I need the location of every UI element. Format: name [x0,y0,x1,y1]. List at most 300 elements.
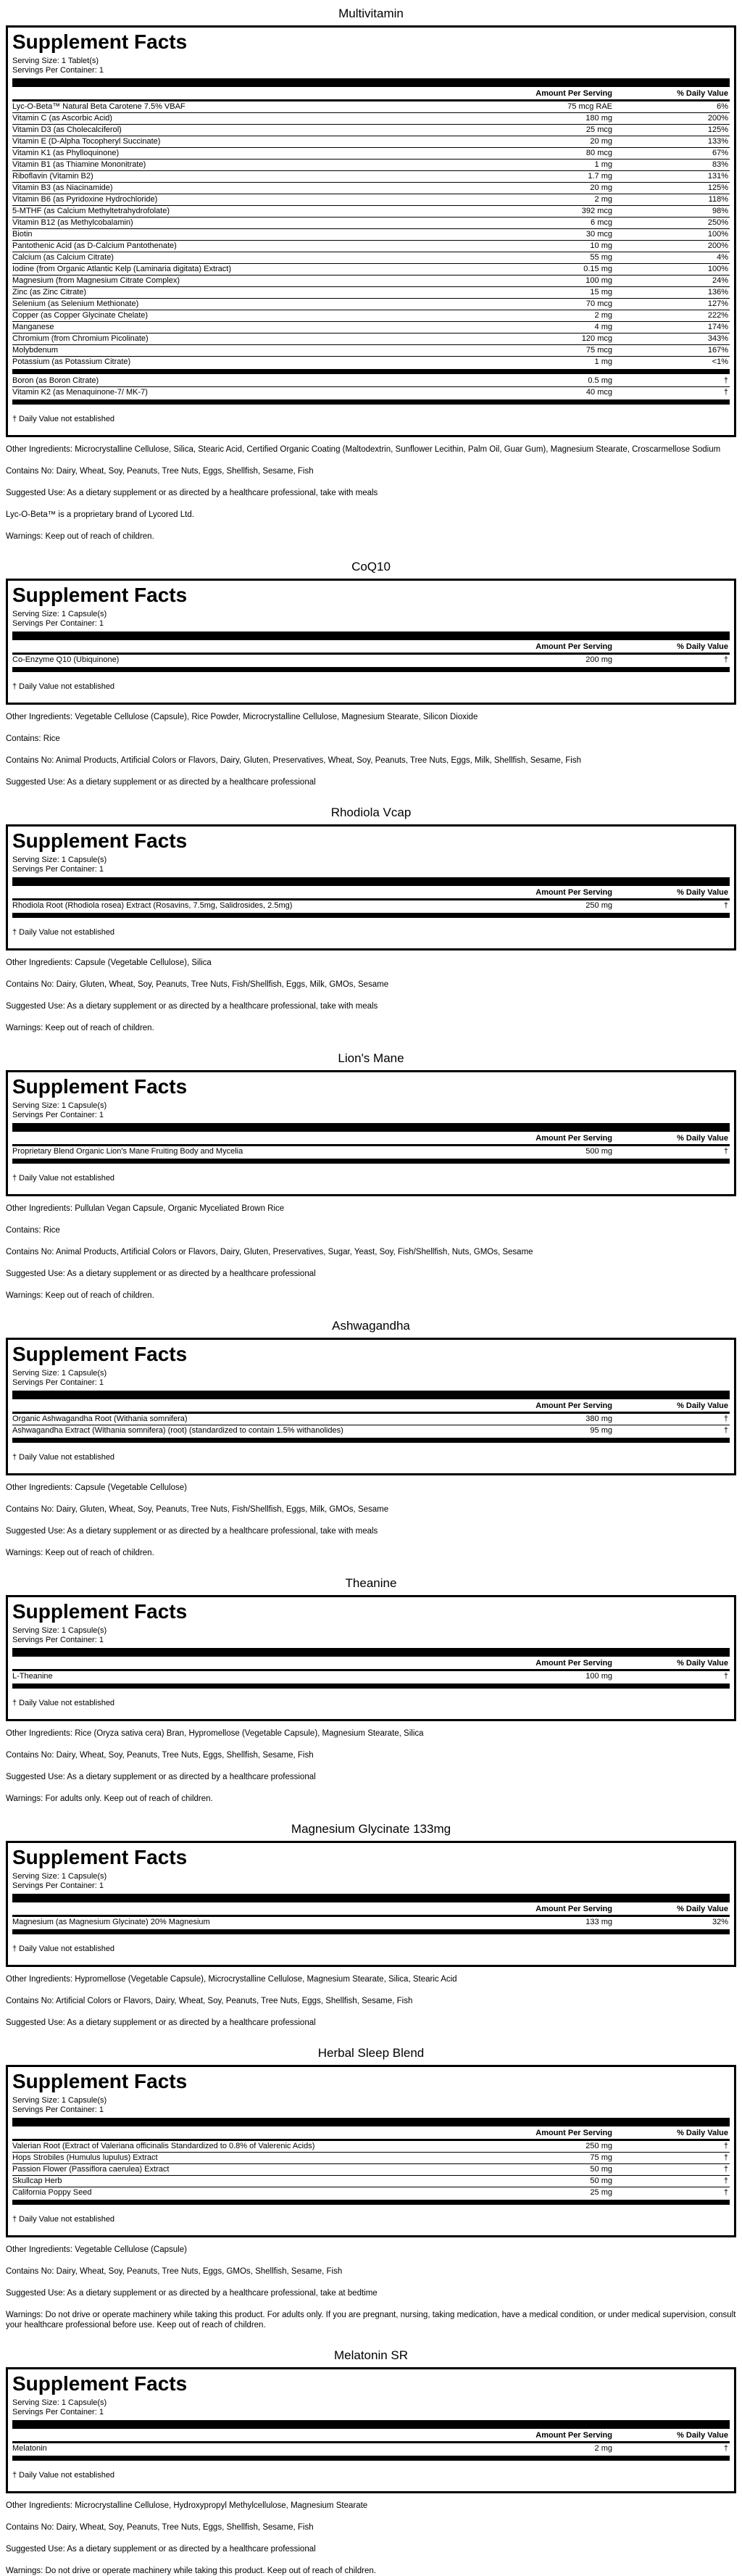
daily-value-footnote: † Daily Value not established [12,928,115,937]
nutrient-row [12,160,730,171]
nutrient-name: Vitamin B12 (as Methylcobalamin) [12,218,133,227]
nutrient-amount: 120 mcg [581,334,612,343]
label-note: Contains: Rice [6,734,60,743]
nutrient-amount: 1 mg [594,160,612,169]
servings-per-container: Servings Per Container: 1 [12,1378,104,1387]
nutrient-name: Melatonin [12,2444,47,2453]
panel-title: Supplement Facts [12,2372,188,2395]
nutrient-row [12,264,730,276]
product-section [0,2039,742,2330]
table-header [12,1904,730,1917]
nutrient-name: Proprietary Blend Organic Lion's Mane Fruiting Body and Mycelia [12,1147,243,1156]
nutrient-daily-value: † [723,376,728,385]
nutrient-daily-value: † [723,1147,728,1156]
amount-header: Amount Per Serving [535,888,612,897]
nutrient-amount: 25 mg [590,2188,612,2197]
nutrient-daily-value: 100% [707,230,728,239]
daily-value-header: % Daily Value [677,642,728,651]
nutrient-daily-value: 98% [712,207,728,215]
nutrient-row [12,2443,730,2454]
nutrient-amount: 4 mg [594,323,612,331]
nutrient-amount: 133 mg [585,1918,612,1926]
daily-value-footnote: † Daily Value not established [12,1945,115,1953]
nutrient-row [12,241,730,252]
label-note: Suggested Use: As a dietary supplement or as directed by a healthcare professional [6,778,316,787]
nutrient-amount: 95 mg [590,1426,612,1435]
nutrient-daily-value: 125% [707,125,728,134]
label-note: Warnings: Keep out of reach of children. [6,1024,154,1032]
nutrient-daily-value: 127% [707,299,728,308]
servings-per-container: Servings Per Container: 1 [12,2408,104,2416]
nutrient-name: Vitamin D3 (as Cholecalciferol) [12,125,122,134]
product-title: Theanine [345,1576,397,1590]
header-spacer [12,1134,496,1143]
nutrient-name: Passion Flower (Passiflora caerulea) Extract [12,2165,170,2174]
servings-per-container: Servings Per Container: 1 [12,1636,104,1644]
nutrient-row [12,1414,730,1425]
daily-value-footnote: † Daily Value not established [12,2471,115,2480]
nutrient-daily-value: † [723,1426,728,1435]
product-title: Rhodiola Vcap [330,805,412,819]
panel-title: Supplement Facts [12,829,188,852]
nutrient-daily-value: 125% [707,183,728,192]
nutrient-amount: 25 mcg [585,125,612,134]
label-note: Other Ingredients: Hypromellose (Vegetable Capsule), Microcrystalline Cellulose, Magnesium Stearate, Silica, Stearic Acid [6,1975,457,1984]
supplement-facts-panel [6,1595,736,1721]
section-divider [12,1438,730,1443]
daily-value-footnote: † Daily Value not established [12,1453,115,1462]
section-divider [12,667,730,672]
panel-title: Supplement Facts [12,1075,188,1098]
nutrient-name: Magnesium (as Magnesium Glycinate) 20% Magnesium [12,1918,210,1926]
nutrient-daily-value: 6% [717,102,728,111]
nutrient-name: Magnesium (from Magnesium Citrate Complex) [12,276,180,285]
nutrient-amount: 0.15 mg [583,265,612,273]
nutrient-row [12,1146,730,1157]
label-note: Suggested Use: As a dietary supplement or as directed by a healthcare professional, take with meals [6,1527,378,1536]
nutrient-amount: 75 mcg RAE [567,102,612,111]
nutrient-amount: 1 mg [594,357,612,366]
panel-title: Supplement Facts [12,584,188,606]
nutrient-daily-value: † [723,2188,728,2197]
thick-divider [12,1648,730,1657]
nutrient-amount: 55 mg [590,253,612,262]
nutrient-name: Lyc-O-Beta™ Natural Beta Carotene 7.5% VBAF [12,102,186,111]
servings-per-container: Servings Per Container: 1 [12,1881,104,1890]
nutrient-name: Vitamin K1 (as Phylloquinone) [12,149,120,157]
servings-per-container: Servings Per Container: 1 [12,2105,104,2114]
nutrient-name: Vitamin B1 (as Thiamine Mononitrate) [12,160,146,169]
label-note: Other Ingredients: Microcrystalline Cellulose, Hydroxypropyl Methylcellulose, Magnesium Stearate [6,2501,368,2510]
nutrient-row [12,655,730,666]
nutrient-name: Iodine (from Organic Atlantic Kelp (Laminaria digitata) Extract) [12,265,232,273]
nutrient-row [12,287,730,299]
table-header [12,88,730,102]
label-note: Other Ingredients: Capsule (Vegetable Cellulose) [6,1483,187,1492]
nutrient-name: Calcium (as Calcium Citrate) [12,253,114,262]
label-note: Warnings: Keep out of reach of children. [6,1291,154,1300]
label-note: Suggested Use: As a dietary supplement or as directed by a healthcare professional, take with meals [6,489,378,497]
nutrient-name: Potassium (as Potassium Citrate) [12,357,131,366]
label-note: Contains No: Animal Products, Artificial Colors or Flavors, Dairy, Gluten, Preservatives, Sugar, Yeast, Soy, Fish/Shellfish, Nuts, GMOs, Sesame [6,1248,533,1256]
nutrient-name: L-Theanine [12,1672,53,1681]
nutrient-amount: 392 mcg [581,207,612,215]
nutrient-daily-value: 343% [707,334,728,343]
nutrient-daily-value: † [723,388,728,397]
nutrient-name: Manganese [12,323,54,331]
nutrient-amount: 200 mg [585,655,612,664]
product-section [0,1312,742,1558]
nutrient-amount: 20 mg [590,137,612,146]
nutrient-daily-value: † [723,1415,728,1423]
nutrient-row [12,357,730,368]
serving-size: Serving Size: 1 Capsule(s) [12,1626,107,1635]
nutrient-row [12,171,730,183]
nutrient-daily-value: 133% [707,137,728,146]
product-title: Lion's Mane [338,1051,404,1065]
header-spacer [12,888,496,898]
servings-per-container: Servings Per Container: 1 [12,66,104,75]
section-divider [12,399,730,405]
nutrient-amount: 2 mg [594,311,612,320]
product-title: Multivitamin [338,7,404,20]
nutrient-row [12,387,730,398]
nutrient-daily-value: 222% [707,311,728,320]
table-header [12,887,730,900]
nutrient-row [12,376,730,387]
nutrient-name: Copper (as Copper Glycinate Chelate) [12,311,149,320]
nutrient-row [12,2187,730,2198]
label-note: Suggested Use: As a dietary supplement or as directed by a healthcare professional, take with meals [6,1002,378,1011]
nutrient-row [12,334,730,345]
nutrient-row [12,1671,730,1682]
section-divider [12,2200,730,2205]
nutrient-daily-value: † [723,1672,728,1681]
nutrient-daily-value: 174% [707,323,728,331]
label-note: Other Ingredients: Vegetable Cellulose (Capsule) [6,2245,187,2254]
nutrient-name: Chromium (from Chromium Picolinate) [12,334,149,343]
daily-value-footnote: † Daily Value not established [12,415,115,423]
table-header [12,1133,730,1146]
nutrient-daily-value: <1% [712,357,728,366]
product-title: Magnesium Glycinate 133mg [291,1822,451,1836]
daily-value-header: % Daily Value [677,1401,728,1410]
nutrient-amount: 50 mg [590,2177,612,2185]
thick-divider [12,631,730,640]
panel-title: Supplement Facts [12,1600,188,1623]
nutrient-daily-value: † [723,655,728,664]
label-note: Warnings: Keep out of reach of children. [6,1549,154,1557]
serving-size: Serving Size: 1 Capsule(s) [12,1872,107,1881]
supplement-facts-panel [6,25,736,437]
nutrient-row [12,229,730,241]
nutrient-daily-value: 200% [707,241,728,250]
servings-per-container: Servings Per Container: 1 [12,619,104,628]
nutrient-row [12,102,730,113]
section-divider [12,1683,730,1689]
section-divider [12,2456,730,2461]
serving-size: Serving Size: 1 Capsule(s) [12,2398,107,2407]
label-note: Suggested Use: As a dietary supplement or as directed by a healthcare professional [6,2018,316,2027]
table-header [12,2430,730,2443]
product-section [0,1815,742,2028]
nutrient-row [12,148,730,160]
nutrient-name: Vitamin E (D-Alpha Tocopheryl Succinate) [12,137,161,146]
serving-size: Serving Size: 1 Capsule(s) [12,610,107,618]
servings-per-container: Servings Per Container: 1 [12,865,104,874]
nutrient-row [12,218,730,229]
nutrient-row [12,206,730,218]
panel-title: Supplement Facts [12,2070,188,2092]
nutrient-daily-value: 24% [712,276,728,285]
section-divider [12,1929,730,1934]
nutrient-name: Vitamin B6 (as Pyridoxine Hydrochloride) [12,195,158,204]
label-note: Contains No: Animal Products, Artificial Colors or Flavors, Dairy, Gluten, Preservatives, Wheat, Soy, Peanuts, Tree Nuts, Eggs, Milk, Shellfish, Sesame, Fish [6,756,582,765]
serving-size: Serving Size: 1 Tablet(s) [12,57,99,65]
section-divider [12,1159,730,1164]
supplement-facts-panel [6,1338,736,1475]
serving-size: Serving Size: 1 Capsule(s) [12,1101,107,1110]
nutrient-daily-value: † [723,2165,728,2174]
daily-value-header: % Daily Value [677,1905,728,1913]
label-note: Contains No: Dairy, Wheat, Soy, Peanuts, Tree Nuts, Eggs, Shellfish, Sesame, Fish [6,2523,314,2532]
label-note: Other Ingredients: Rice (Oryza sativa cera) Bran, Hypromellose (Vegetable Capsule), Magnesium Stearate, Silica [6,1729,424,1738]
label-note: Suggested Use: As a dietary supplement or as directed by a healthcare professional, take at bedtime [6,2289,378,2298]
nutrient-name: Skullcap Herb [12,2177,62,2185]
nutrient-amount: 100 mg [585,1672,612,1681]
nutrient-daily-value: † [723,2444,728,2453]
serving-size: Serving Size: 1 Capsule(s) [12,1369,107,1378]
product-section [0,1570,742,1804]
daily-value-footnote: † Daily Value not established [12,682,115,691]
nutrient-row [12,345,730,357]
header-spacer [12,642,496,652]
nutrient-daily-value: † [723,2142,728,2150]
nutrient-name: California Poppy Seed [12,2188,92,2197]
nutrient-daily-value: 250% [707,218,728,227]
nutrient-amount: 30 mcg [585,230,612,239]
nutrient-amount: 380 mg [585,1415,612,1423]
nutrient-name: Molybdenum [12,346,58,355]
nutrient-amount: 15 mg [590,288,612,297]
thick-divider [12,2118,730,2126]
supplement-facts-panel [6,824,736,951]
nutrient-row [12,310,730,322]
nutrient-row [12,299,730,310]
nutrient-name: Pantothenic Acid (as D-Calcium Pantothenate) [12,241,177,250]
daily-value-header: % Daily Value [677,1659,728,1668]
nutrient-daily-value: † [723,2153,728,2162]
nutrient-amount: 100 mg [585,276,612,285]
nutrient-row [12,900,730,911]
label-note: Contains No: Artificial Colors or Flavors, Dairy, Wheat, Soy, Peanuts, Tree Nuts, Eggs, Shellfish, Sesame, Fish [6,1997,413,2005]
table-header [12,642,730,655]
product-section [0,1045,742,1301]
servings-per-container: Servings Per Container: 1 [12,1111,104,1119]
header-spacer [12,1905,496,1914]
panel-title: Supplement Facts [12,30,188,53]
label-note: Contains No: Dairy, Gluten, Wheat, Soy, Peanuts, Tree Nuts, Fish/Shellfish, Eggs, Milk, GMOs, Sesame [6,980,389,989]
product-section [0,2342,742,2576]
supplement-facts-panel [6,2065,736,2237]
nutrient-amount: 10 mg [590,241,612,250]
amount-header: Amount Per Serving [535,1134,612,1143]
nutrient-row [12,2153,730,2164]
label-note: Other Ingredients: Vegetable Cellulose (Capsule), Rice Powder, Microcrystalline Cellulose, Magnesium Stearate, Silicon Dioxide [6,713,478,721]
supplement-facts-panel [6,579,736,705]
nutrient-amount: 0.5 mg [588,376,612,385]
nutrient-daily-value: 83% [712,160,728,169]
nutrient-name: Rhodiola Root (Rhodiola rosea) Extract (Rosavins, 7.5mg, Salidrosides, 2.5mg) [12,901,293,910]
nutrient-amount: 20 mg [590,183,612,192]
label-note: Warnings: Keep out of reach of children. [6,532,154,541]
nutrient-name: Vitamin K2 (as Menaquinone-7/ MK-7) [12,388,148,397]
label-note: Warnings: Do not drive or operate machinery while taking this product. Keep out of reach of children. [6,2567,376,2575]
table-header [12,1401,730,1414]
label-note: Contains No: Dairy, Wheat, Soy, Peanuts, Tree Nuts, Eggs, GMOs, Shellfish, Sesame, Fish [6,2267,343,2276]
label-note: Contains: Rice [6,1226,60,1235]
section-divider [12,913,730,918]
label-note: Other Ingredients: Microcrystalline Cellulose, Silica, Stearic Acid, Certified Organic Coating (Maltodextrin, Sunflower Lecithin, Palm Oil, Guar Gum), Magnesium Stearate, Croscarmellose Sodium [6,445,721,454]
nutrient-name: Riboflavin (Vitamin B2) [12,172,93,181]
nutrient-daily-value: 32% [712,1918,728,1926]
nutrient-amount: 180 mg [585,114,612,123]
product-section [0,799,742,1033]
amount-header: Amount Per Serving [535,2129,612,2137]
nutrient-row [12,252,730,264]
label-note: Contains No: Dairy, Wheat, Soy, Peanuts, Tree Nuts, Eggs, Shellfish, Sesame, Fish [6,467,314,476]
nutrient-row [12,322,730,334]
panel-title: Supplement Facts [12,1343,188,1365]
product-title: CoQ10 [351,560,391,573]
label-note: Suggested Use: As a dietary supplement or as directed by a healthcare professional [6,1270,316,1278]
nutrient-daily-value: † [723,2177,728,2185]
amount-header: Amount Per Serving [535,1659,612,1668]
nutrient-amount: 250 mg [585,901,612,910]
nutrient-name: Co-Enzyme Q10 (Ubiquinone) [12,655,120,664]
daily-value-header: % Daily Value [677,2431,728,2440]
product-title: Herbal Sleep Blend [317,2046,425,2060]
table-header [12,1658,730,1671]
nutrient-name: Zinc (as Zinc Citrate) [12,288,87,297]
section-divider [12,369,730,374]
nutrient-row [12,2141,730,2153]
nutrient-amount: 1.7 mg [588,172,612,181]
product-section [0,0,742,542]
daily-value-footnote: † Daily Value not established [12,1699,115,1707]
nutrient-row [12,1917,730,1928]
serving-size: Serving Size: 1 Capsule(s) [12,2096,107,2105]
nutrient-daily-value: 131% [707,172,728,181]
thick-divider [12,1391,730,1399]
nutrient-amount: 80 mcg [585,149,612,157]
label-note: Lyc-O-Beta™ is a proprietary brand of Lycored Ltd. [6,510,194,519]
nutrient-daily-value: 4% [717,253,728,262]
thick-divider [12,1894,730,1902]
nutrient-name: Vitamin B3 (as Niacinamide) [12,183,113,192]
label-note: Contains No: Dairy, Gluten, Wheat, Soy, Peanuts, Tree Nuts, Fish/Shellfish, Eggs, Milk, GMOs, Sesame [6,1505,389,1514]
nutrient-daily-value: 200% [707,114,728,123]
nutrient-amount: 75 mcg [585,346,612,355]
nutrient-row [12,276,730,287]
amount-header: Amount Per Serving [535,1401,612,1410]
nutrient-daily-value: 136% [707,288,728,297]
nutrient-name: Valerian Root (Extract of Valeriana officinalis Standardized to 0.8% of Valerenic Acids) [12,2142,315,2150]
nutrient-name: Selenium (as Selenium Methionate) [12,299,139,308]
nutrient-amount: 70 mcg [585,299,612,308]
label-note: Warnings: For adults only. Keep out of reach of children. [6,1794,213,1803]
nutrient-row [12,1425,730,1436]
nutrient-daily-value: † [723,901,728,910]
nutrient-amount: 40 mcg [585,388,612,397]
nutrient-name: Biotin [12,230,33,239]
nutrient-row [12,2176,730,2187]
nutrient-name: Organic Ashwagandha Root (Withania somnifera) [12,1415,188,1423]
nutrient-amount: 50 mg [590,2165,612,2174]
nutrient-amount: 6 mcg [591,218,612,227]
thick-divider [12,1123,730,1132]
nutrient-daily-value: 100% [707,265,728,273]
header-spacer [12,2431,496,2440]
nutrient-row [12,194,730,206]
header-spacer [12,1659,496,1668]
nutrient-daily-value: 67% [712,149,728,157]
daily-value-footnote: † Daily Value not established [12,2215,115,2224]
nutrient-amount: 500 mg [585,1147,612,1156]
nutrient-amount: 250 mg [585,2142,612,2150]
thick-divider [12,2420,730,2429]
amount-header: Amount Per Serving [535,1905,612,1913]
header-spacer [12,1401,496,1411]
product-title: Melatonin SR [333,2348,409,2362]
supplement-facts-panel [6,2367,736,2493]
nutrient-name: Boron (as Boron Citrate) [12,376,99,385]
daily-value-header: % Daily Value [677,888,728,897]
panel-title: Supplement Facts [12,1846,188,1868]
nutrient-row [12,113,730,125]
nutrient-daily-value: 167% [707,346,728,355]
label-note: Other Ingredients: Capsule (Vegetable Cellulose), Silica [6,958,212,967]
label-note: Warnings: Do not drive or operate machinery while taking this product. For adults only. If you are pregnant, nursing, taking medication, have a medical condition, or under medical supervision, consult your healthcare professional before use. Keep out of reach of children. [6,2311,736,2329]
header-spacer [12,89,496,99]
serving-size: Serving Size: 1 Capsule(s) [12,856,107,864]
product-section [0,553,742,787]
nutrient-name: Ashwagandha Extract (Withania somnifera) (root) (standardized to contain 1.5% withanolides) [12,1426,343,1435]
nutrient-row [12,183,730,194]
nutrient-amount: 75 mg [590,2153,612,2162]
amount-header: Amount Per Serving [535,2431,612,2440]
nutrient-name: 5-MTHF (as Calcium Methyltetrahydrofolate) [12,207,170,215]
thick-divider [12,877,730,886]
nutrient-amount: 2 mg [594,2444,612,2453]
daily-value-footnote: † Daily Value not established [12,1174,115,1183]
nutrient-name: Vitamin C (as Ascorbic Acid) [12,114,112,123]
header-spacer [12,2129,496,2138]
amount-header: Amount Per Serving [535,89,612,98]
label-note: Contains No: Dairy, Wheat, Soy, Peanuts, Tree Nuts, Eggs, Shellfish, Sesame, Fish [6,1751,314,1760]
amount-header: Amount Per Serving [535,642,612,651]
nutrient-row [12,2164,730,2176]
thick-divider [12,78,730,87]
product-title: Ashwagandha [332,1319,410,1333]
table-header [12,2128,730,2141]
label-note: Other Ingredients: Pullulan Vegan Capsule, Organic Myceliated Brown Rice [6,1204,285,1213]
label-note: Suggested Use: As a dietary supplement or as directed by a healthcare professional [6,2545,316,2554]
label-note: Suggested Use: As a dietary supplement or as directed by a healthcare professional [6,1773,316,1781]
supplement-facts-panel [6,1070,736,1196]
nutrient-row [12,125,730,136]
nutrient-name: Hops Strobiles (Humulus lupulus) Extract [12,2153,158,2162]
